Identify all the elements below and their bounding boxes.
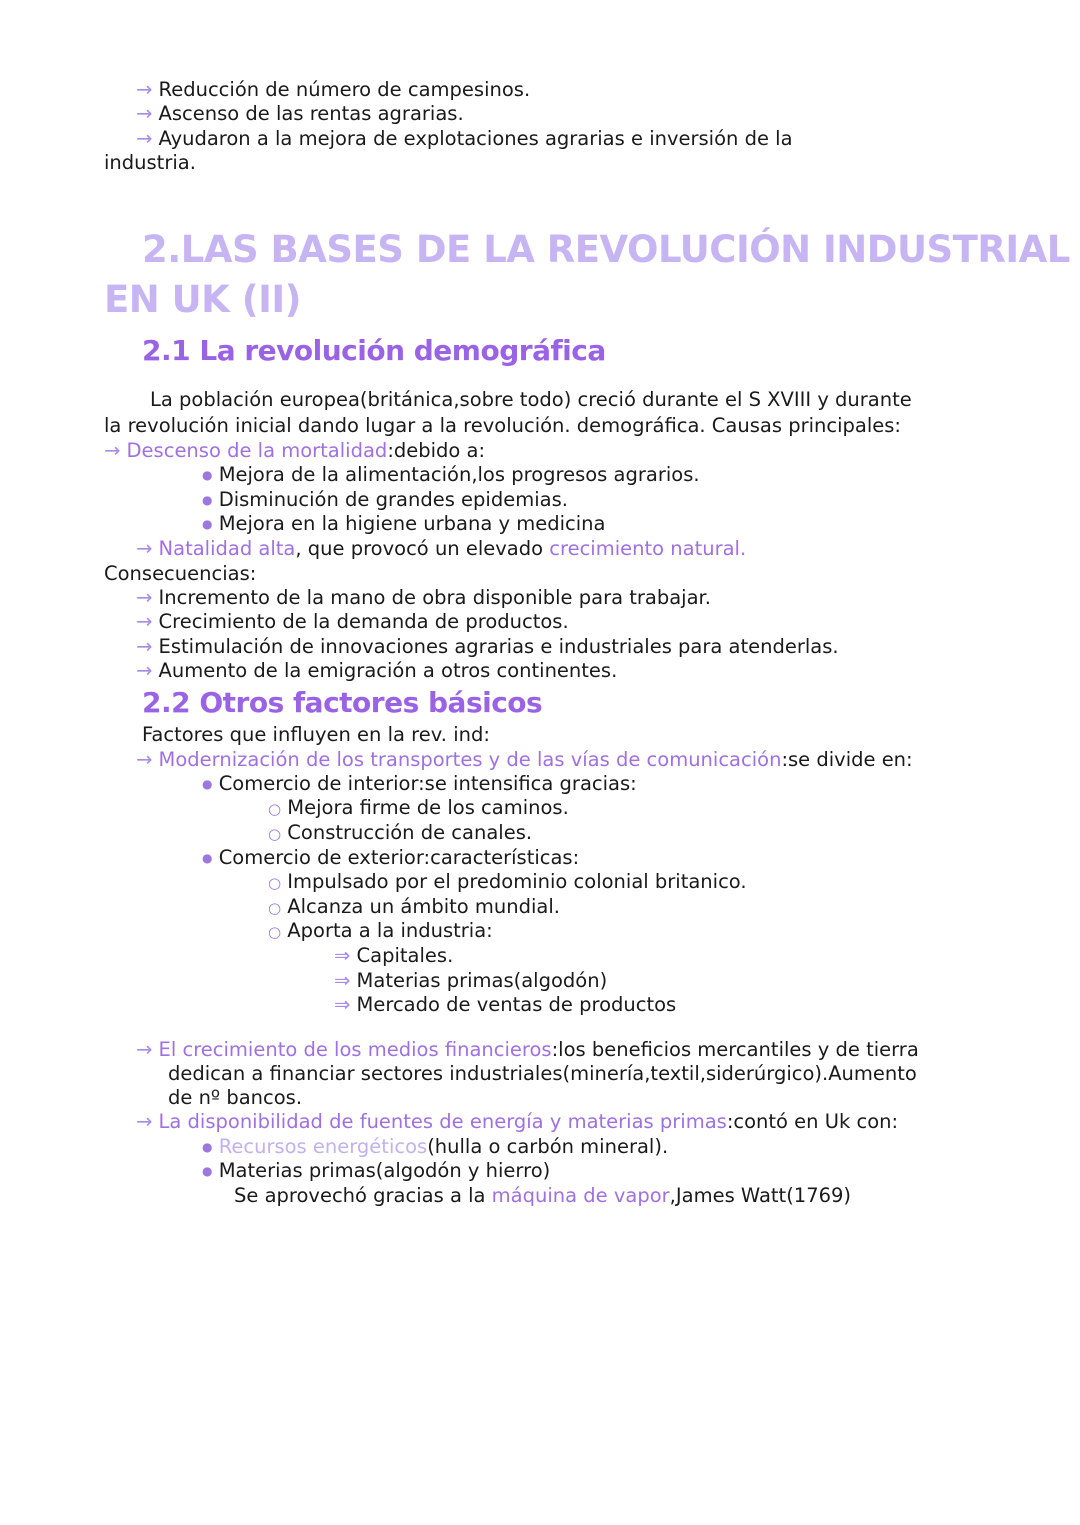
arrow-icon: → <box>136 127 153 150</box>
transport-rest: :se divide en: <box>781 748 913 771</box>
energy-rest: :contó en Uk con: <box>726 1110 899 1133</box>
mortality-line <box>104 439 485 463</box>
arrow-icon: → <box>136 659 153 682</box>
arrow-icon: → <box>104 439 121 462</box>
arrow-icon: → <box>136 610 153 633</box>
raw-materials-text: Materias primas(algodón y hierro) <box>218 1159 551 1182</box>
industry-item-text: Capitales. <box>356 944 454 967</box>
intro-continuation: industria. <box>104 151 196 174</box>
interior-item <box>268 821 532 846</box>
industry-item-text: Mercado de ventas de productos <box>356 993 677 1016</box>
intro-item-text: Ascenso de las rentas agrarias. <box>158 102 464 125</box>
arrow-icon: → <box>136 635 153 658</box>
resources-item <box>202 1135 668 1159</box>
arrow-icon: → <box>136 586 153 609</box>
intro-item <box>136 78 530 102</box>
factors-intro: Factores que influyen en la rev. ind: <box>142 723 490 746</box>
arrow-icon: → <box>136 748 153 771</box>
finance-line3: de nº bancos. <box>168 1086 303 1109</box>
industry-item <box>334 969 607 993</box>
consequence-text: Crecimiento de la demanda de productos. <box>158 610 569 633</box>
double-arrow-icon: ⇒ <box>334 993 351 1016</box>
bullet-icon: ● <box>202 517 213 531</box>
arrow-icon: → <box>136 1110 153 1133</box>
bullet-icon: ● <box>202 493 213 507</box>
exterior-item <box>268 870 747 895</box>
interior-label: Comercio de interior:se intensifica gracias: <box>218 772 637 795</box>
resources-highlight: Recursos energéticos <box>218 1135 428 1158</box>
exterior-item-text: Alcanza un ámbito mundial. <box>287 895 560 918</box>
interior-item-text: Construcción de canales. <box>287 821 533 844</box>
finance-line <box>136 1038 919 1062</box>
resources-rest: (hulla o carbón mineral). <box>427 1135 669 1158</box>
mortality-bullet <box>202 463 700 487</box>
natality-highlight2: crecimiento natural. <box>549 537 747 560</box>
bullet-icon: ● <box>202 1140 213 1154</box>
exterior-item-text: Impulsado por el predominio colonial britanico. <box>287 870 747 893</box>
double-arrow-icon: ⇒ <box>334 944 351 967</box>
intro-item-text: Ayudaron a la mejora de explotaciones agrarias e inversión de la <box>158 127 793 150</box>
industry-item-text: Materias primas(algodón) <box>356 969 608 992</box>
consequence-item <box>136 610 569 634</box>
steam-post: ,James Watt(1769) <box>669 1184 852 1207</box>
circle-bullet-icon: ○ <box>268 899 282 917</box>
exterior-trade <box>202 846 579 870</box>
arrow-icon: → <box>136 102 153 125</box>
steam-line <box>234 1184 851 1208</box>
natality-highlight: Natalidad alta <box>158 537 296 560</box>
bullet-icon: ● <box>202 777 213 791</box>
subsection-title-2-2: 2.2 Otros factores básicos <box>142 686 543 719</box>
mortality-highlight: Descenso de la mortalidad <box>126 439 388 462</box>
paragraph-line: la revolución inicial dando lugar a la revolución. demográfica. Causas principales: <box>104 414 901 437</box>
consequence-text: Estimulación de innovaciones agrarias e industriales para atenderlas. <box>158 635 839 658</box>
raw-materials-item <box>202 1159 550 1183</box>
transport-highlight: Modernización de los transportes y de las vías de comunicación <box>158 748 782 771</box>
consequence-text: Aumento de la emigración a otros continentes. <box>158 659 618 682</box>
arrow-icon: → <box>136 537 153 560</box>
bullet-icon: ● <box>202 468 213 482</box>
bullet-icon: ● <box>202 1164 213 1178</box>
mortality-bullet <box>202 488 568 512</box>
subsection-title-2-1: 2.1 La revolución demográfica <box>142 334 606 367</box>
interior-item-text: Mejora firme de los caminos. <box>287 796 569 819</box>
consequence-item <box>136 635 839 659</box>
paragraph-line: La población europea(británica,sobre todo) creció durante el S XVIII y durante <box>150 388 912 411</box>
exterior-item <box>268 895 560 920</box>
bullet-icon: ● <box>202 851 213 865</box>
consequence-text: Incremento de la mano de obra disponible para trabajar. <box>158 586 711 609</box>
energy-line <box>136 1110 898 1134</box>
interior-trade <box>202 772 637 796</box>
steam-highlight: máquina de vapor <box>491 1184 670 1207</box>
circle-bullet-icon: ○ <box>268 874 282 892</box>
natality-mid: , que provocó un elevado <box>295 537 550 560</box>
mortality-rest: :debido a: <box>387 439 486 462</box>
consequences-label: Consecuencias: <box>104 562 257 585</box>
intro-item <box>136 127 793 151</box>
bullet-text: Mejora en la higiene urbana y medicina <box>218 512 606 535</box>
bullet-text: Mejora de la alimentación,los progresos agrarios. <box>218 463 700 486</box>
bullet-text: Disminución de grandes epidemias. <box>218 488 568 511</box>
consequence-item <box>136 659 617 683</box>
industry-item <box>334 993 676 1017</box>
finance-highlight: El crecimiento de los medios financieros <box>158 1038 552 1061</box>
intro-item <box>136 102 464 126</box>
circle-bullet-icon: ○ <box>268 800 282 818</box>
exterior-item-text: Aporta a la industria: <box>287 919 493 942</box>
arrow-icon: → <box>136 78 153 101</box>
exterior-label: Comercio de exterior:características: <box>218 846 580 869</box>
transport-line <box>136 748 913 772</box>
section-title-line1: 2.LAS BASES DE LA REVOLUCIÓN INDUSTRIAL <box>142 228 1070 271</box>
finance-rest: :los beneficios mercantiles y de tierra <box>551 1038 919 1061</box>
steam-pre: Se aprovechó gracias a la <box>234 1184 492 1207</box>
mortality-bullet <box>202 512 605 536</box>
intro-item-text: Reducción de número de campesinos. <box>158 78 531 101</box>
section-title-line2: EN UK (II) <box>104 278 302 321</box>
arrow-icon: → <box>136 1038 153 1061</box>
finance-line2: dedican a financiar sectores industriales(minería,textil,siderúrgico).Aumento <box>168 1062 917 1085</box>
natality-line <box>136 537 746 561</box>
exterior-item <box>268 919 493 944</box>
double-arrow-icon: ⇒ <box>334 969 351 992</box>
interior-item <box>268 796 569 821</box>
circle-bullet-icon: ○ <box>268 825 282 843</box>
industry-item <box>334 944 453 968</box>
circle-bullet-icon: ○ <box>268 923 282 941</box>
consequence-item <box>136 586 711 610</box>
energy-highlight: La disponibilidad de fuentes de energía y materias primas <box>158 1110 727 1133</box>
